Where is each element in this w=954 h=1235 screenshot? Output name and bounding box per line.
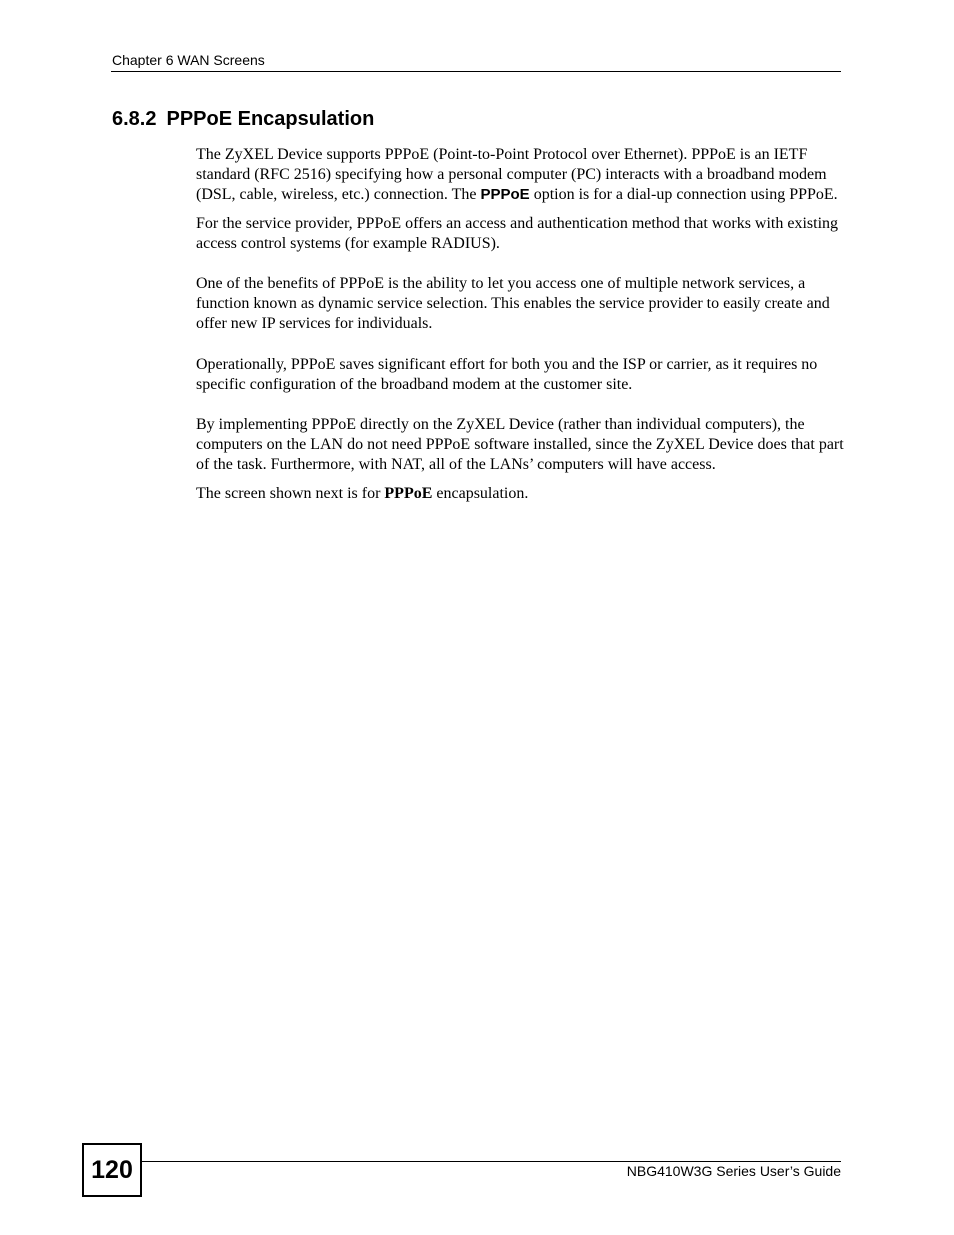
paragraph-screen-note	[196, 484, 844, 504]
section-number: 6.8.2	[112, 108, 157, 130]
pppoe-bold-term: PPPoE	[384, 484, 433, 502]
pppoe-option-term: PPPoE	[480, 186, 530, 204]
footer-divider	[140, 1161, 841, 1162]
running-header-chapter: Chapter 6 WAN Screens	[112, 52, 265, 68]
section-heading	[112, 106, 374, 132]
paragraph-benefits: One of the benefits of PPPoE is the ability to let you access one of multiple network services, a function known as dynamic service selection. This enables the service provider to easily create and offer new IP services for individuals.	[196, 275, 830, 333]
section-title: PPPoE Encapsulation	[166, 108, 375, 130]
paragraph-intro-text-2: option is for a dial-up connection using PPPoE.	[529, 186, 838, 204]
footer-guide-title: NBG410W3G Series User’s Guide	[626, 1163, 841, 1179]
paragraph-screen-note-text-2: encapsulation.	[432, 484, 529, 502]
paragraph-spacer	[196, 335, 844, 355]
paragraph-operational: Operationally, PPPoE saves significant effort for both you and the ISP or carrier, as it requires no specific configuration of the broadband modem at the customer site.	[196, 355, 818, 393]
paragraph-spacer	[196, 395, 844, 415]
page-number: 120	[82, 1143, 142, 1197]
paragraph-intro-text-1: The ZyXEL Device supports PPPoE (Point-to-Point Protocol over Ethernet). PPPoE is an IETF standard (RFC 2516) specifying how a personal computer (PC) interacts with a broadband modem (DSL, cable, wireless, etc.) connection. The	[196, 146, 827, 204]
paragraph-screen-note-text-1: The screen shown next is for	[196, 484, 385, 502]
body-text	[196, 145, 844, 504]
paragraph-spacer	[196, 254, 844, 274]
paragraph-spacer	[196, 206, 844, 214]
paragraph-service-provider: For the service provider, PPPoE offers an access and authentication method that works with existing access control systems (for example RADIUS).	[196, 214, 839, 252]
header-divider	[111, 71, 841, 72]
paragraph-implementation: By implementing PPPoE directly on the ZyXEL Device (rather than individual computers), the computers on the LAN do not need PPPoE software installed, since the ZyXEL Device does that part of the task. Furthermore, with NAT, all of the LANs’ computers will have access.	[196, 416, 844, 474]
paragraph-spacer	[196, 476, 844, 484]
paragraph-intro	[196, 145, 844, 206]
